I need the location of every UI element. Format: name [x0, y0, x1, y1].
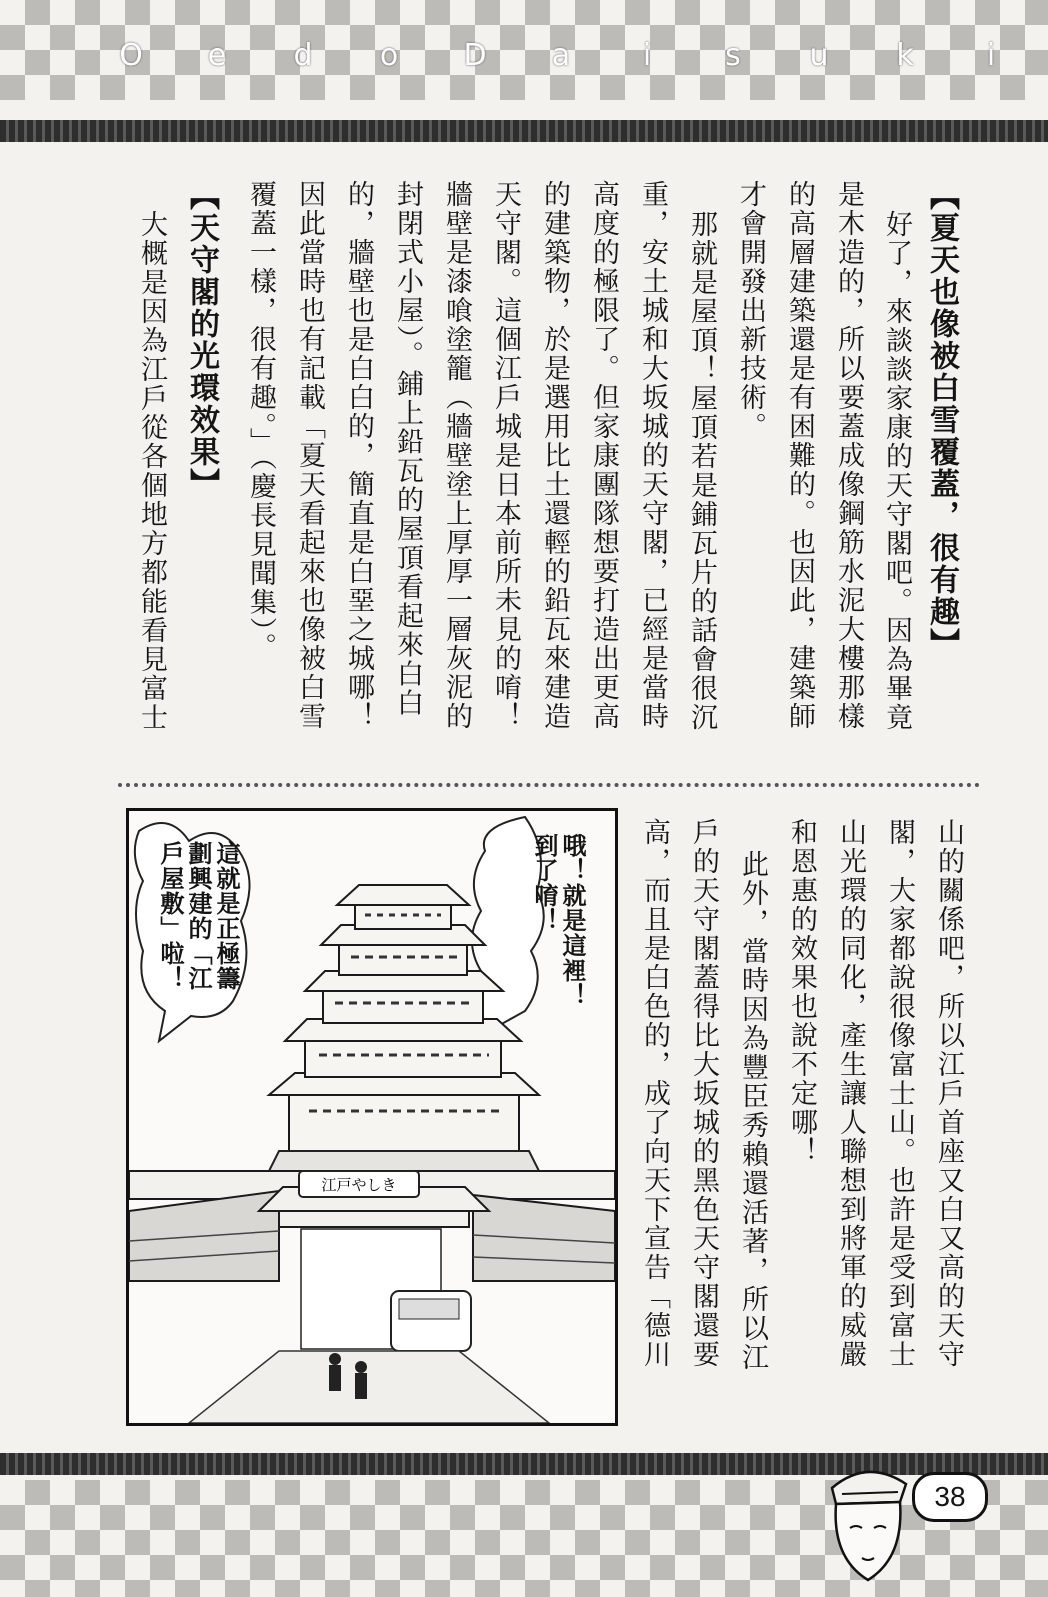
gate-sign: 江戸やしき: [321, 1176, 397, 1194]
speech-bubble-line: 戶屋敷」啦！: [156, 841, 184, 991]
text-column: 天守閣。這個江戶城是日本前所未見的唷！: [490, 180, 521, 731]
text-column: 和恩惠的效果也說不定哪！: [786, 818, 817, 1166]
illustration-panel: [126, 808, 618, 1426]
text-column: 山的關係吧，所以江戶首座又白又高的天守: [933, 818, 964, 1369]
speech-bubble-line: 這就是正極籌: [212, 841, 240, 991]
brand-letter: a: [551, 38, 573, 73]
brand-letter: o: [379, 38, 401, 73]
brand-letter: k: [896, 38, 916, 73]
text-column: 的高層建築還是有困難的。也因此，建築師: [784, 180, 815, 731]
text-column: 戶的天守閣蓋得比大坂城的黑色天守閣還要: [688, 818, 719, 1369]
speech-bubble-line: 到了唷！: [530, 833, 558, 933]
section-divider: [118, 783, 980, 787]
text-column: 覆蓋一樣，很有趣。」（慶長見聞集）。: [245, 180, 276, 662]
brand-letter: i: [642, 38, 654, 73]
text-column: 才會開發出新技術。: [735, 180, 766, 441]
text-column: 高度的極限了。但家康團隊想要打造出更高: [588, 180, 619, 731]
series-title: [112, 38, 1012, 73]
text-column: 因此當時也有記載「夏天看起來也像被白雪: [294, 180, 325, 731]
section-heading-halo-effect: 【天守閣的光環效果】: [184, 180, 219, 500]
mascot-portrait: [822, 1458, 912, 1588]
header-rule: [0, 120, 1048, 142]
text-column: 是木造的，所以要蓋成像鋼筋水泥大樓那樣: [833, 180, 864, 731]
text-column: 封閉式小屋）。鋪上鉛瓦的屋頂看起來白白: [392, 180, 423, 718]
text-column: 的，牆壁也是白白的，簡直是白堊之城哪！: [343, 180, 374, 731]
section-heading-summer-snow: 【夏天也像被白雪覆蓋，很有趣】: [924, 180, 959, 660]
text-column: 牆壁是漆喰塗籠（牆壁塗上厚厚一層灰泥的: [441, 180, 472, 731]
text-column: 好了，來談談家康的天守閣吧。因為畢竟: [881, 210, 912, 732]
brand-letter: O: [119, 38, 145, 73]
text-column: 的建築物，於是選用比土還輕的鉛瓦來建造: [539, 180, 570, 731]
speech-bubble-line: 哦！就是這裡！: [558, 833, 586, 1008]
text-column: 山光環的同化，產生讓人聯想到將軍的威嚴: [835, 818, 866, 1369]
brand-letter: e: [207, 38, 229, 73]
speech-bubble-line: 劃興建的「江: [184, 841, 212, 991]
text-column: 那就是屋頂！屋頂若是鋪瓦片的話會很沉: [686, 210, 717, 732]
text-column: 大概是因為江戶從各個地方都能看見富士: [136, 210, 167, 732]
page-number: 38: [912, 1472, 988, 1522]
text-column: 閣，大家都說很像富士山。也許是受到富士: [884, 818, 915, 1369]
text-column: 此外，當時因為豐臣秀賴還活著，所以江: [737, 850, 768, 1372]
text-column: 高，而且是白色的，成了向天下宣告「德川: [639, 818, 670, 1369]
brand-letter: s: [725, 38, 743, 73]
brand-letter: i: [986, 38, 998, 73]
text-column: 重，安土城和大坂城的天守閣，已經是當時: [637, 180, 668, 731]
brand-letter: d: [293, 38, 315, 73]
brand-letter: D: [463, 38, 489, 73]
brand-letter: u: [809, 38, 831, 73]
